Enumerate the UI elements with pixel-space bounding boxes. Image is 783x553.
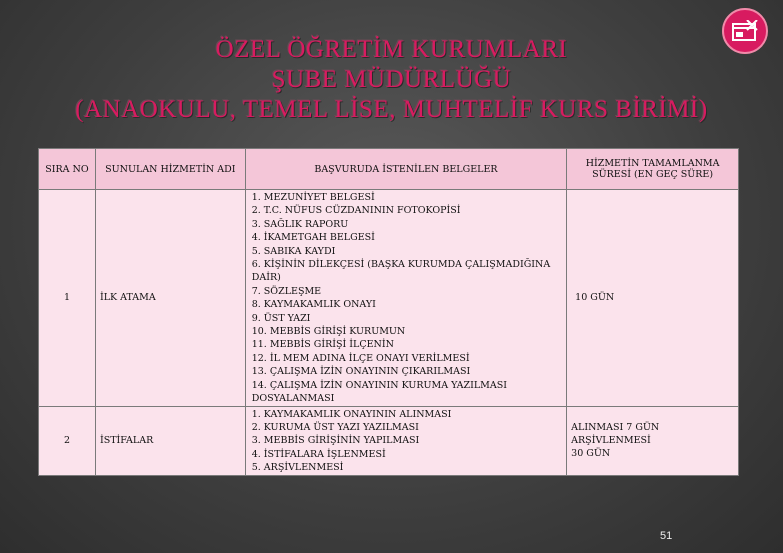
doc-item: 3. SAĞLIK RAPORU (251, 218, 349, 230)
title-line-2: ŞUBE MÜDÜRLÜĞÜ (271, 66, 512, 93)
doc-item: 5. ARŞİVLENMESİ (251, 462, 344, 474)
row-service-name: İLK ATAMA (95, 190, 245, 407)
col-header-sure: HİZMETİN TAMAMLANMA SÜRESİ (EN GEÇ SÜRE) (567, 149, 739, 190)
row-duration (567, 406, 739, 475)
doc-item: 14. ÇALIŞMA İZİN ONAYININ KURUMA YAZILMASI (251, 379, 508, 391)
doc-item: 11. MEBBİS GİRİŞİ İLÇENİN (251, 339, 394, 351)
doc-item: 9. ÜST YAZI (251, 312, 311, 324)
title-line-1: ÖZEL ÖĞRETİM KURUMLARI (215, 36, 568, 63)
doc-item: 3. MEBBİS GİRİŞİNİN YAPILMASI (251, 435, 420, 447)
col-header-sira-no: SIRA NO (39, 149, 96, 190)
row-service-name: İSTİFALAR (95, 406, 245, 475)
row-documents (245, 190, 566, 407)
doc-item: 8. KAYMAKAMLIK ONAYI (251, 299, 376, 311)
doc-item: 13. ÇALIŞMA İZİN ONAYININ ÇIKARILMASI (251, 366, 471, 378)
title-line-3: (ANAOKULU, TEMEL LİSE, MUHTELİF KURS BİRİMİ) (75, 96, 708, 123)
services-table (38, 148, 739, 476)
doc-item: 4. İKAMETGAH BELGESİ (251, 232, 375, 244)
row-no: 2 (39, 406, 96, 475)
doc-item: 5. SABIKA KAYDI (251, 245, 336, 257)
col-header-belgeler: BAŞVURUDA İSTENİLEN BELGELER (245, 149, 566, 190)
row-no: 1 (39, 190, 96, 407)
duration-line: ALINMASI 7 GÜN ARŞİVLENMESİ (571, 422, 660, 447)
doc-item: 7. SÖZLEŞME (251, 285, 322, 297)
doc-item: 6. KİŞİNİN DİLEKÇESİ (BAŞKA KURUMDA ÇALIŞMADIĞINA DAİR) (251, 259, 551, 284)
table-row (39, 190, 739, 407)
row-documents (245, 406, 566, 475)
col-header-hizmet-adi: SUNULAN HİZMETİN ADI (95, 149, 245, 190)
doc-item: 10. MEBBİS GİRİŞİ KURUMUN (251, 326, 406, 338)
table-row (39, 406, 739, 475)
table-header-row (39, 149, 739, 190)
doc-item: 2. KURUMA ÜST YAZI YAZILMASI (251, 421, 419, 433)
doc-item: 1. KAYMAKAMLIK ONAYININ ALINMASI (251, 408, 452, 420)
duration-line: 30 GÜN (571, 448, 611, 460)
doc-item: DOSYALANMASI (251, 393, 335, 405)
page-number: 51 (660, 530, 673, 542)
doc-item: 2. T.C. NÜFUS CÜZDANININ FOTOKOPİSİ (251, 205, 461, 217)
doc-item: 1. MEZUNİYET BELGESİ (251, 192, 375, 203)
doc-item: 12. İL MEM ADINA İLÇE ONAYI VERİLMESİ (251, 352, 470, 364)
row-duration: 10 GÜN (567, 190, 739, 407)
window-close-icon[interactable] (722, 8, 768, 54)
doc-item: 4. İSTİFALARA İŞLENMESİ (251, 448, 386, 460)
